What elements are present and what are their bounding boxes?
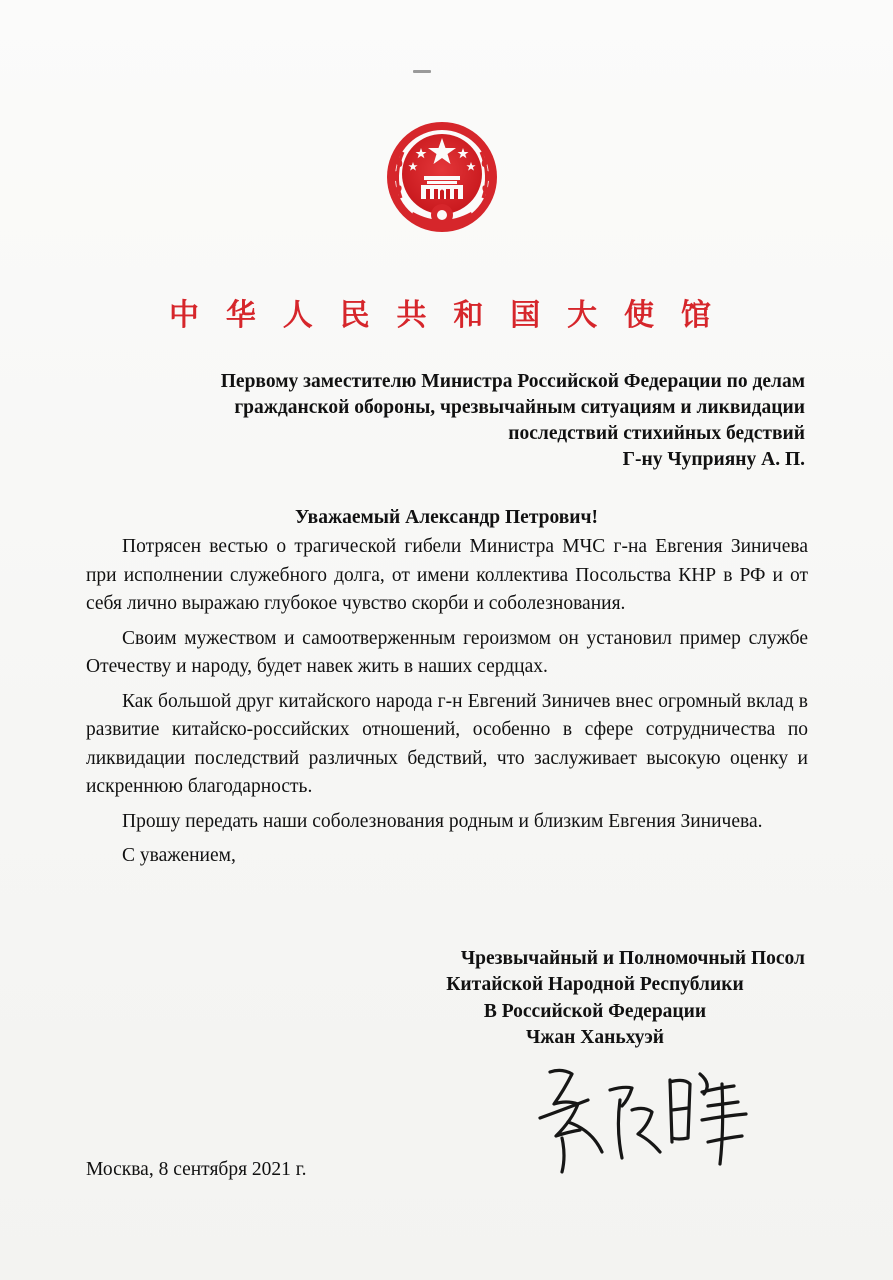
addressee-line: последствий стихийных бедствий: [508, 423, 805, 444]
body-paragraph: Как большой друг китайского народа г-н Евгений Зиничев внес огромный вклад в развитие китайско-российских отношений, особенно в сфере сотрудничества по ликвидации последствий различных бедствий, что заслуживает высокую оценку и искреннюю благодарность.: [86, 690, 808, 797]
signatory-block: [385, 946, 805, 1051]
signatory-location: В Российской Федерации: [483, 1000, 707, 1022]
embassy-name-char: 人: [282, 298, 313, 333]
embassy-name-char: 和: [453, 298, 484, 333]
letter-body: [86, 533, 808, 877]
embassy-name-char: 大: [567, 298, 598, 333]
national-emblem-icon: [383, 120, 501, 238]
embassy-name-char: 国: [510, 298, 541, 333]
place-date: Москва, 8 сентября 2021 г.: [86, 1159, 307, 1180]
body-paragraph: Прошу передать наши соболезнования родным и близким Евгения Зиничева.: [122, 810, 763, 832]
addressee-block: [125, 369, 805, 473]
body-paragraph: Своим мужеством и самоотверженным героизмом он установил пример службе Отечеству и народу, будет навек жить в наших сердцах.: [86, 627, 808, 677]
scan-mark: [413, 70, 431, 73]
embassy-name-char: 民: [339, 298, 370, 333]
embassy-name: [160, 290, 720, 334]
salutation: Уважаемый Александр Петрович!: [294, 507, 599, 528]
body-paragraph: Потрясен вестью о трагической гибели Министра МЧС г-на Евгения Зиничева при исполнении служебного долга, от имени коллектива Посольства КНР в РФ и от себя лично выражаю глубокое чувство скорби и соболезнования.: [86, 536, 808, 614]
signatory-name: Чжан Ханьхуэй: [525, 1026, 665, 1048]
handwritten-signature-icon: [532, 1060, 762, 1180]
addressee-line: Первому заместителю Министра Российской Федерации по делам: [220, 371, 805, 392]
closing-phrase: С уважением,: [122, 845, 236, 866]
addressee-line: Г-ну Чуприяну А. П.: [622, 449, 805, 470]
signatory-title: Чрезвычайный и Полномочный Посол: [460, 948, 805, 969]
addressee-line: гражданской обороны, чрезвычайным ситуациям и ликвидации: [234, 397, 805, 418]
embassy-name-char: 使: [624, 298, 654, 333]
embassy-name-char: 华: [225, 298, 256, 333]
embassy-name-char: 中: [169, 298, 199, 333]
embassy-name-char: 馆: [680, 298, 711, 333]
signatory-country: Китайской Народной Республики: [446, 974, 744, 996]
embassy-name-char: 共: [396, 298, 427, 333]
